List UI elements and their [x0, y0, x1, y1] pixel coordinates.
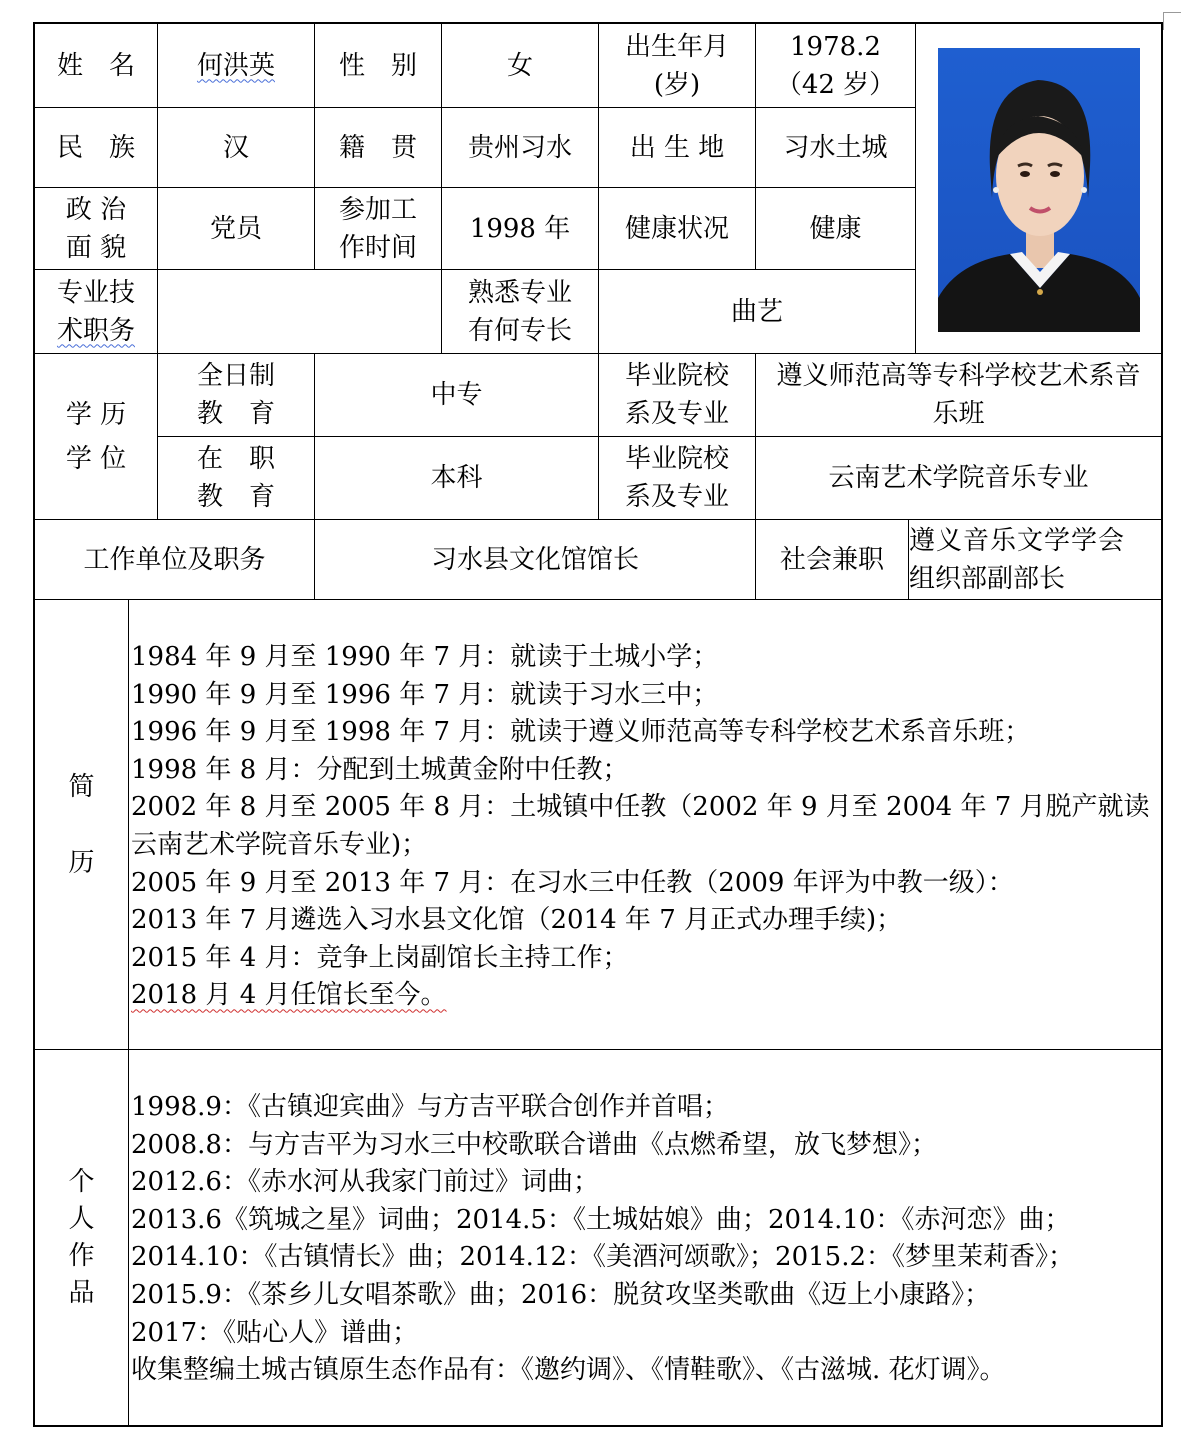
resume-line: 2005 年 9 月至 2013 年 7 月：在习水三中任教（2009 年评为中教一级）： — [131, 867, 1014, 898]
health-value: 健康 — [756, 188, 916, 270]
resume-text — [131, 639, 1150, 1015]
social-role-value: 遵义音乐文学学会 组织部副部长 — [909, 520, 1161, 600]
page-corner-mark — [1163, 12, 1181, 30]
political-status-value: 党员 — [158, 188, 315, 270]
works-label: 个 人 作 品 — [35, 1050, 129, 1425]
resume-line: 1984 年 9 月至 1990 年 7 月：就读于土城小学； — [131, 642, 719, 672]
works-line: 2013.6《筑城之星》词曲；2014.5：《土城姑娘》曲；2014.10：《赤河恋》曲； — [131, 1204, 1071, 1235]
fulltime-education-label: 全日制 教 育 — [158, 354, 315, 437]
technical-title-label: 专业技 术职务 — [35, 270, 158, 354]
resume-line: 2013 年 7 月遴选入习水县文化馆（2014 年 7 月正式办理手续)； — [131, 905, 903, 936]
health-label: 健康状况 — [599, 188, 756, 270]
name-value: 何洪英 — [158, 24, 315, 108]
birth-label: 出生年月 (岁) — [599, 24, 756, 108]
resume-line: 2018 月 4 月任馆长至今。 — [131, 980, 447, 1011]
inservice-education-label: 在 职 教 育 — [158, 437, 315, 520]
birthplace-label: 出 生 地 — [599, 108, 756, 188]
works-line: 2015.9：《茶乡儿女唱茶歌》曲；2016：脱贫攻坚类歌曲《迈上小康路》； — [131, 1279, 991, 1310]
native-place-label: 籍 贯 — [315, 108, 442, 188]
resume-line: 2015 年 4 月：竞争上岗副馆长主持工作； — [131, 942, 629, 973]
work-start-label: 参加工 作时间 — [315, 188, 442, 270]
ethnicity-value: 汉 — [158, 108, 315, 188]
fulltime-education-value: 中专 — [315, 354, 599, 437]
works-line: 2014.10：《古镇情长》曲；2014.12：《美酒河颂歌》；2015.2：《梦里茉莉香》； — [131, 1242, 1075, 1273]
fulltime-school-label: 毕业院校 系及专业 — [599, 354, 756, 437]
birth-value: 1978.2 （42 岁） — [756, 24, 916, 108]
expertise-label: 熟悉专业 有何专长 — [442, 270, 599, 354]
birthplace-value: 习水土城 — [756, 108, 916, 188]
technical-title-value — [158, 270, 442, 354]
resume-line: 2002 年 8 月至 2005 年 8 月：土城镇中任教（2002 年 9 月至 2004 年 7 月脱产就读 — [131, 792, 1150, 823]
work-start-value: 1998 年 — [442, 188, 599, 270]
resume-line: 1998 年 8 月：分配到土城黄金附中任教； — [131, 754, 629, 785]
political-status-label: 政 治 面 貌 — [35, 188, 158, 270]
works-line: 1998.9：《古镇迎宾曲》与方吉平联合创作并首唱； — [131, 1092, 729, 1122]
fulltime-school-value: 遵义师范高等专科学校艺术系音 乐班 — [756, 354, 1161, 437]
works-line: 收集整编土城古镇原生态作品有：《邀约调》、《情鞋歌》、《古滋城. 花灯调》。 — [131, 1355, 1006, 1386]
work-unit-value: 习水县文化馆馆长 — [315, 520, 756, 600]
work-unit-label: 工作单位及职务 — [35, 520, 315, 600]
works-line: 2012.6：《赤水河从我家门前过》词曲； — [131, 1167, 599, 1198]
social-role-label: 社会兼职 — [756, 520, 909, 600]
expertise-value: 曲艺 — [599, 270, 916, 354]
portrait-image — [938, 48, 1140, 332]
portrait-photo — [938, 48, 1140, 332]
inservice-education-value: 本科 — [315, 437, 599, 520]
gender-value: 女 — [442, 24, 599, 108]
gender-label: 性 别 — [315, 24, 442, 108]
resume-label: 简 历 — [35, 600, 129, 1050]
name-label: 姓 名 — [35, 24, 158, 108]
resume-line: 1990 年 9 月至 1996 年 7 月：就读于习水三中； — [131, 679, 719, 710]
works-text — [131, 1089, 1074, 1390]
inservice-school-label: 毕业院校 系及专业 — [599, 437, 756, 520]
inservice-school-value: 云南艺术学院音乐专业 — [756, 437, 1161, 520]
resume-line: 云南艺术学院音乐专业)； — [131, 829, 428, 860]
ethnicity-label: 民 族 — [35, 108, 158, 188]
resume-form — [33, 22, 1163, 1427]
native-place-value: 贵州习水 — [442, 108, 599, 188]
resume-line: 1996 年 9 月至 1998 年 7 月：就读于遵义师范高等专科学校艺术系音乐班； — [131, 717, 1031, 748]
education-label: 学 历 学 位 — [35, 354, 158, 520]
works-line: 2008.8：与方吉平为习水三中校歌联合谱曲《点燃希望，放飞梦想》； — [131, 1129, 937, 1160]
works-line: 2017：《贴心人》谱曲； — [131, 1317, 419, 1348]
